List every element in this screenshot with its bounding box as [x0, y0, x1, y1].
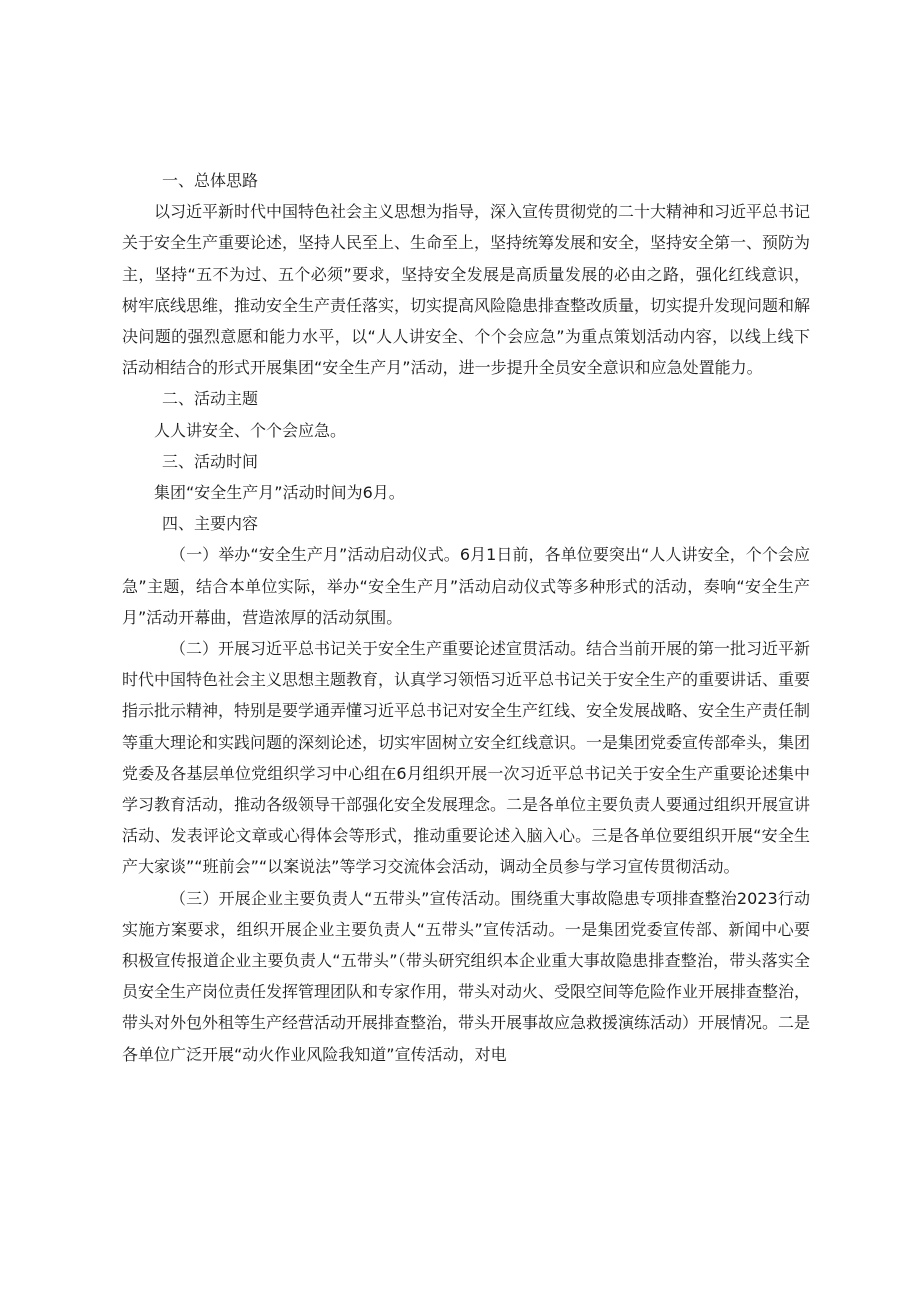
section-heading-activity-time: 三、活动时间 [162, 451, 259, 471]
paragraph-item-2: （二）开展习近平总书记关于安全生产重要论述宣贯活动。结合当前开展的第一批习近平新时代中国特色社会主义思想主题教育，认真学习领悟习近平总书记关于安全生产的重要讲话、重要指示批示精神，特别是要学通弄懂习近平总书记对安全生产红线、安全发展战略、安全生产责任制等重大理论和实践问题的深刻论述，切实牢固树立安全红线意识。一是集团党委宣传部牵头，集团党委及各基层单位党组织学习中心组在6月组织开展一次习近平总书记关于安全生产重要论述集中学习教育活动，推动各级领导干部强化安全发展理念。二是各单位主要负责人要通过组织开展宣讲活动、发表评论文章或心得体会等形式，推动重要论述入脑入心。三是各单位要组织开展“安全生产大家谈”“班前会”“以案说法”等学习交流体会活动，调动全员参与学习宣传贯彻活动。 [122, 639, 811, 877]
paragraph-activity-time: 集团“安全生产月”活动时间为6月。 [154, 483, 405, 503]
section-heading-activity-theme: 二、活动主题 [162, 389, 259, 409]
section-heading-main-content: 四、主要内容 [162, 514, 259, 534]
paragraph-overall-approach: 以习近平新时代中国特色社会主义思想为指导，深入宣传贯彻党的二十大精神和习近平总书记关于安全生产重要论述，坚持人民至上、生命至上，坚持统筹发展和安全，坚持安全第一、预防为主，坚持“五不为过、五个必须”要求，坚持安全发展是高质量发展的必由之路，强化红线意识，树牢底线思维，推动安全生产责任落实，切实提高风险隐患排查整改质量，切实提升发现问题和解决问题的强烈意愿和能力水平，以“人人讲安全、个个会应急”为重点策划活动内容，以线上线下活动相结合的形式开展集团“安全生产月”活动，进一步提升全员安全意识和应急处置能力。 [122, 202, 811, 378]
paragraph-item-3: （三）开展企业主要负责人“五带头”宣传活动。围绕重大事故隐患专项排查整治2023行动实施方案要求，组织开展企业主要负责人“五带头”宣传活动。一是集团党委宣传部、新闻中心要积极宣传报道企业主要负责人“五带头”（带头研究组织本企业重大事故隐患排查整治，带头落实全员安全生产岗位责任发挥管理团队和专家作用，带头对动火、受限空间等危险作业开展排查整治，带头对外包外租等生产经营活动开展排查整治，带头开展事故应急救援演练活动）开展情况。二是各单位广泛开展“动火作业风险我知道”宣传活动，对电 [122, 888, 811, 1064]
section-heading-overall-approach: 一、总体思路 [162, 171, 259, 190]
paragraph-activity-theme: 人人讲安全、个个会应急。 [154, 420, 347, 440]
paragraph-item-1: （一）举办“安全生产月”活动启动仪式。6月1日前，各单位要突出“人人讲安全，个个会应急”主题，结合本单位实际，举办“安全生产月”活动启动仪式等多种形式的活动，奏响“安全生产月”活动开幕曲，营造浓厚的活动氛围。 [122, 545, 810, 627]
document-page [122, 165, 810, 1070]
